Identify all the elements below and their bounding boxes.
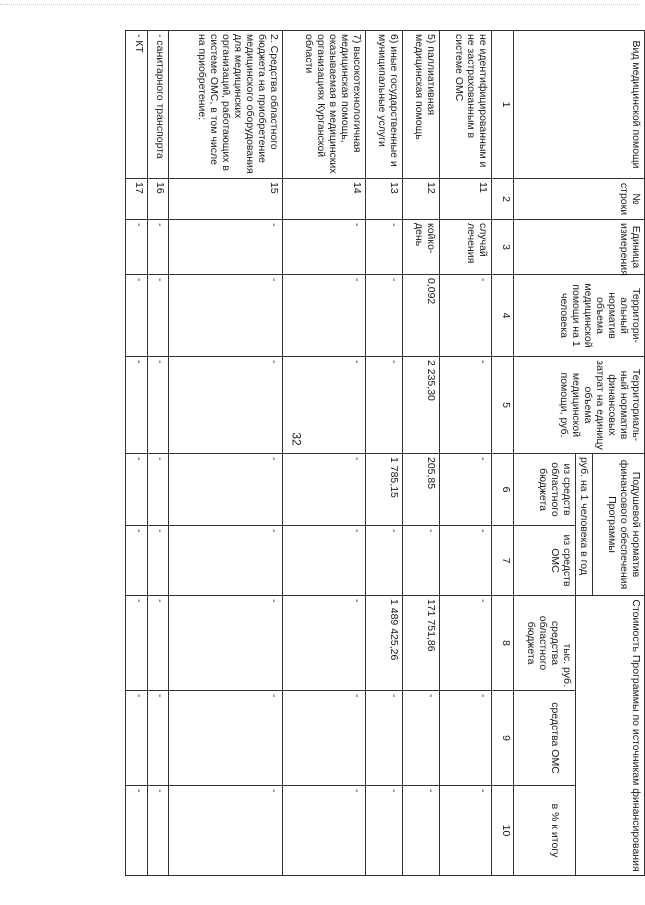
cell-norm-volume: 0,092 <box>403 275 440 357</box>
cell-per-capita-oms: - <box>169 526 283 596</box>
cell-row-no: 11 <box>440 179 492 220</box>
cell-row-no: 14 <box>283 179 366 220</box>
cell-cost-budget: 171 751,86 <box>403 596 440 691</box>
cell-per-capita-oms: - <box>440 526 492 596</box>
cell-cost-oms: - <box>126 691 148 786</box>
header-cost-unit: тыс. руб. <box>560 643 573 687</box>
cell-cost-pct: - <box>403 786 440 876</box>
table-row <box>440 31 492 876</box>
cell-per-capita-budget: - <box>283 454 366 526</box>
cell-cost-pct: - <box>283 786 366 876</box>
cell-norm-cost: - <box>147 357 169 454</box>
cell-norm-volume: - <box>366 275 403 357</box>
cell-norm-cost: - <box>366 357 403 454</box>
cell-norm-cost: - <box>283 357 366 454</box>
cell-per-capita-budget: - <box>169 454 283 526</box>
header-cost-pct: в % к итогу <box>513 786 575 876</box>
cell-type: - санитарного транспорта <box>147 31 169 179</box>
header-type: Вид медицинской помощи <box>513 31 644 179</box>
header-cost-budget: тыс. руб. средства областного бюджета <box>513 596 575 691</box>
cell-unit: - <box>126 220 148 275</box>
table-row <box>169 31 283 876</box>
header-norm-cost: Территориаль-ный норматив финансовых затрат на единицу объема медицинской помощи, руб. <box>513 357 644 454</box>
cell-unit: - <box>366 220 403 275</box>
cell-unit: случай лечения <box>440 220 492 275</box>
cell-type: 2. Средства областного бюджета на приобретение медицинского оборудования для медицинских организаций, работающих в системе ОМС, в том числе на приобретение: <box>169 31 283 179</box>
cell-unit: - <box>283 220 366 275</box>
table-row <box>366 31 403 876</box>
column-number-row <box>492 31 514 876</box>
header-norm-volume: Территори-альный норматив объема медицинской помощи на 1 человека <box>513 275 644 357</box>
cell-type: не идентифицированным и не застрахованным в системе ОМС <box>440 31 492 179</box>
cell-cost-budget: - <box>147 596 169 691</box>
header-unit: Единица измерения <box>513 220 644 275</box>
cell-type: 7) высокотехнологичная медицинская помощь, оказываемая в медицинских организациях Курганской области <box>283 31 366 179</box>
cell-cost-oms: - <box>283 691 366 786</box>
column-number: 8 <box>492 596 514 691</box>
cell-cost-pct: - <box>440 786 492 876</box>
header-cost-oms: средства ОМС <box>513 691 575 786</box>
cell-cost-oms: - <box>147 691 169 786</box>
column-number: 1 <box>492 31 514 179</box>
column-number: 3 <box>492 220 514 275</box>
cell-norm-cost: - <box>126 357 148 454</box>
cell-cost-budget: - <box>440 596 492 691</box>
cell-per-capita-oms: - <box>147 526 169 596</box>
cell-row-no: 12 <box>403 179 440 220</box>
program-cost-table <box>125 30 645 876</box>
table-row <box>403 31 440 876</box>
header-per-capita: Подушевой норматив финансового обеспечения Программы <box>593 454 645 596</box>
cell-row-no: 13 <box>366 179 403 220</box>
cell-cost-budget: - <box>283 596 366 691</box>
cell-unit: - <box>147 220 169 275</box>
header-row-no: № строки <box>513 179 644 220</box>
cell-cost-pct: - <box>147 786 169 876</box>
cell-per-capita-oms: - <box>283 526 366 596</box>
column-number: 4 <box>492 275 514 357</box>
cell-type: - КТ <box>126 31 148 179</box>
column-number: 7 <box>492 526 514 596</box>
cell-cost-budget: - <box>169 596 283 691</box>
cell-norm-volume: - <box>147 275 169 357</box>
cell-cost-budget: - <box>126 596 148 691</box>
cell-per-capita-budget: - <box>147 454 169 526</box>
table-body <box>126 31 492 876</box>
page-number: 32 <box>289 432 304 446</box>
rotated-table-container <box>125 30 645 875</box>
cell-per-capita-oms: - <box>126 526 148 596</box>
cell-row-no: 17 <box>126 179 148 220</box>
column-number: 9 <box>492 691 514 786</box>
header-per-capita-unit: руб. на 1 человека в год <box>575 454 592 596</box>
cell-cost-pct: - <box>169 786 283 876</box>
column-number: 5 <box>492 357 514 454</box>
cell-cost-oms: - <box>440 691 492 786</box>
cell-per-capita-oms: - <box>366 526 403 596</box>
cell-row-no: 15 <box>169 179 283 220</box>
column-number: 2 <box>492 179 514 220</box>
cell-per-capita-budget: 205,85 <box>403 454 440 526</box>
table-row <box>147 31 169 876</box>
cell-cost-budget: 1 489 425,26 <box>366 596 403 691</box>
cell-norm-volume: - <box>283 275 366 357</box>
column-number: 6 <box>492 454 514 526</box>
cell-cost-pct: - <box>366 786 403 876</box>
cell-unit: - <box>169 220 283 275</box>
cell-norm-cost: 2 235,30 <box>403 357 440 454</box>
cell-cost-oms: - <box>403 691 440 786</box>
cell-norm-cost: - <box>440 357 492 454</box>
cell-type: 5) паллиативная медицинская помощь <box>403 31 440 179</box>
cell-row-no: 16 <box>147 179 169 220</box>
cell-type: 6) иные государственные и муниципальные услуги <box>366 31 403 179</box>
header-per-capita-budget: из средств областного бюджета <box>513 454 575 526</box>
cell-cost-oms: - <box>366 691 403 786</box>
cell-per-capita-budget: - <box>126 454 148 526</box>
cell-norm-cost: - <box>169 357 283 454</box>
cell-unit: койко-день <box>403 220 440 275</box>
cell-norm-volume: - <box>126 275 148 357</box>
scan-edge-line <box>0 4 640 5</box>
header-cost: Стоимость Программы по источникам финансирования <box>575 596 644 876</box>
cell-per-capita-budget: 1 785,15 <box>366 454 403 526</box>
table-row <box>126 31 148 876</box>
cell-cost-pct: - <box>126 786 148 876</box>
cell-norm-volume: - <box>169 275 283 357</box>
column-number: 10 <box>492 786 514 876</box>
table-row <box>283 31 366 876</box>
cell-norm-volume: - <box>440 275 492 357</box>
cell-cost-oms: - <box>169 691 283 786</box>
cell-per-capita-budget: - <box>440 454 492 526</box>
cell-per-capita-oms: - <box>403 526 440 596</box>
header-per-capita-oms: из средств ОМС <box>513 526 575 596</box>
